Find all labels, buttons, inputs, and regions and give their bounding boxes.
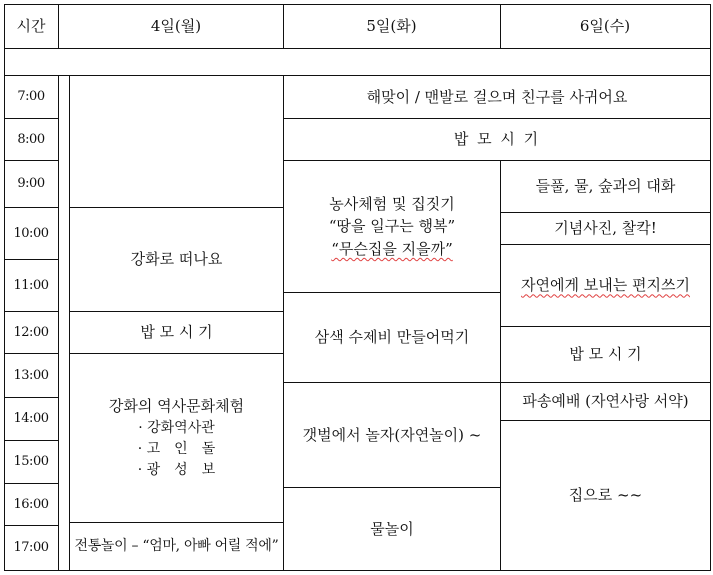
tue-farm-line: “땅을 일구는 행복”: [328, 217, 456, 236]
header-day-mon: 4일(월): [150, 17, 202, 36]
time-label: 11:00: [13, 277, 49, 293]
tue-nature-play-cell: 갯벌에서 놀자(자연놀이) ~: [302, 425, 482, 444]
tue-farm-cell: [284, 161, 500, 292]
tue-water-play-cell: 물놀이: [370, 519, 414, 538]
mon-history-cell: [70, 354, 283, 522]
header-day-tue: 5일(화): [366, 17, 417, 36]
wed-nature-talk-cell: 들풀, 물, 숲과의 대화: [535, 177, 676, 196]
time-label: 7:00: [17, 89, 45, 105]
wed-lunch-cell: 밥 모 시 기: [569, 345, 642, 364]
wed-photo-cell: 기념사진, 찰칵!: [554, 219, 657, 238]
tue-farm-line: “무슨집을 지을까”: [331, 239, 453, 258]
mon-history-item: · 광 성 보: [137, 461, 216, 478]
header-day-wed: 6일(수): [579, 17, 631, 36]
mon-history-title: 강화의 역사문화체험: [108, 397, 245, 416]
mon-lunch-cell: 밥 모 시 기: [140, 323, 213, 342]
sunrise-walk-cell: 해맞이 / 맨발로 걸으며 친구를 사귀어요: [366, 87, 628, 106]
wed-letter-cell: [501, 245, 710, 326]
wed-home-cell: 집으로 ~~: [568, 486, 643, 505]
wed-farewell-cell: 파송예배 (자연사랑 서약): [522, 392, 689, 411]
time-label: 12:00: [13, 324, 49, 340]
header-time-label: 시간: [16, 17, 46, 36]
time-label: 17:00: [13, 540, 49, 556]
time-label: 9:00: [17, 176, 45, 192]
time-label: 15:00: [13, 454, 49, 470]
time-label: 16:00: [13, 496, 49, 512]
mon-history-item: · 고 인 돌: [137, 440, 216, 457]
time-label: 14:00: [13, 411, 49, 427]
mon-traditional-play-cell: 전통놀이 – “엄마, 아빠 어릴 적에”: [74, 538, 279, 554]
tue-farm-title: 농사체험 및 집짓기: [329, 194, 455, 213]
time-label: 8:00: [17, 131, 45, 147]
breakfast-cell: 밥 모 시 기: [453, 130, 541, 149]
wed-letter-text: 자연에게 보내는 편지쓰기: [521, 276, 690, 295]
mon-depart-cell: 강화로 떠나요: [130, 250, 223, 269]
time-label: 13:00: [13, 367, 49, 383]
mon-history-item: · 강화역사관: [138, 419, 215, 436]
tue-sujebi-cell: 삼색 수제비 만들어먹기: [314, 328, 470, 347]
time-label: 10:00: [13, 225, 49, 241]
